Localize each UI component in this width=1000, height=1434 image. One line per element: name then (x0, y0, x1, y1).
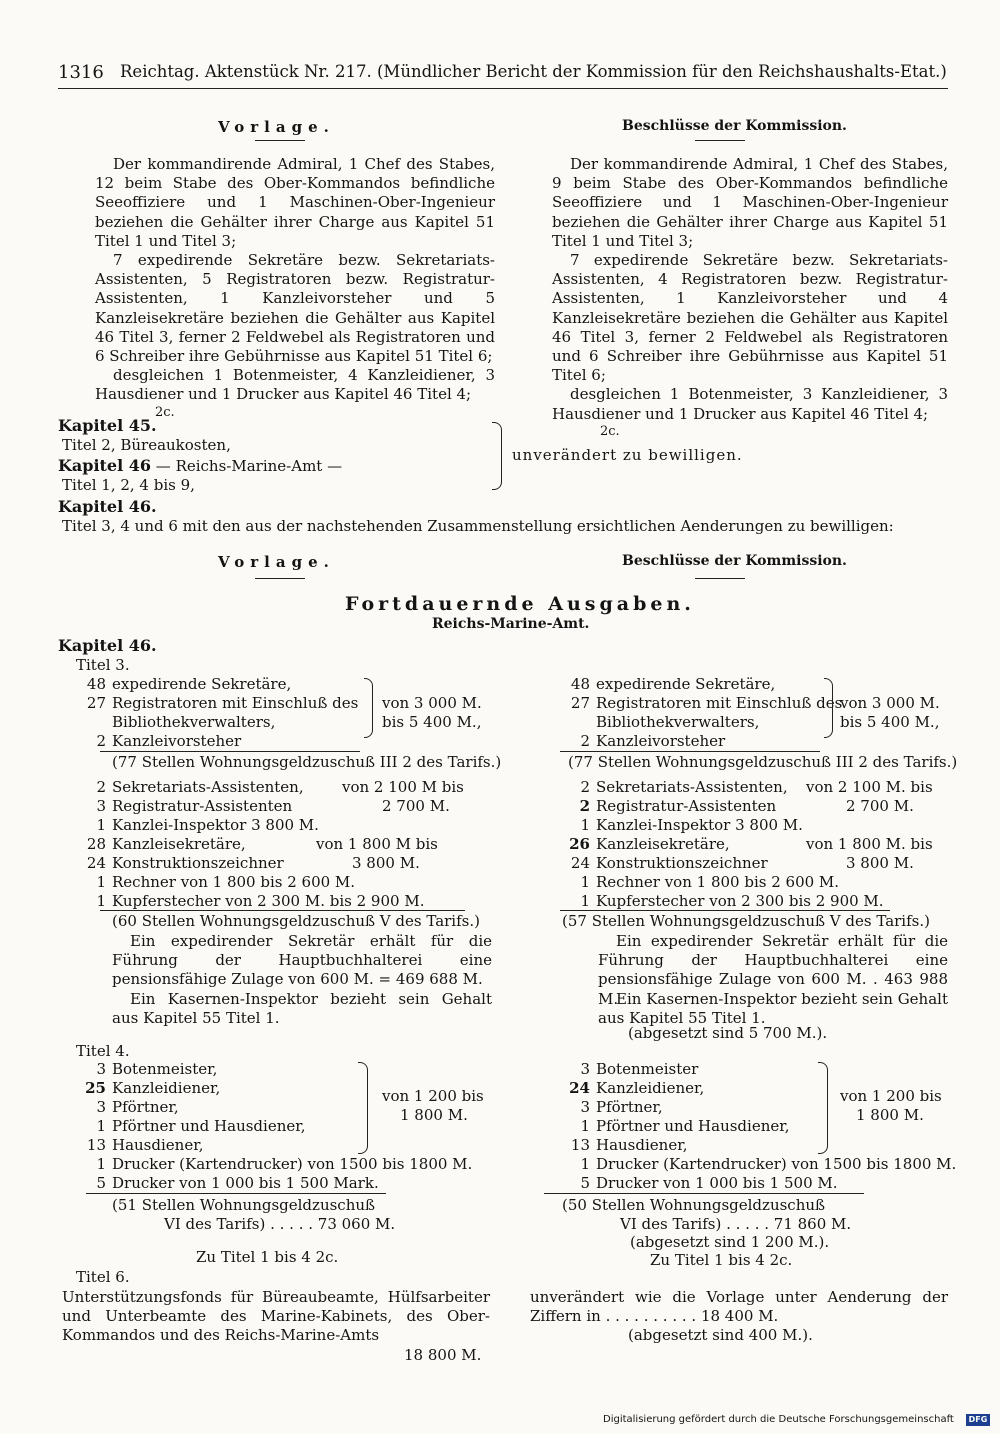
kapitel-46-label: Kapitel 46 (58, 456, 152, 475)
kapitel-46-rest: — Reichs-Marine-Amt — (151, 457, 343, 475)
right-g1-range: bis 5 400 M., (840, 713, 940, 731)
middle-right-heading: Beschlüsse der Kommission. (622, 553, 847, 569)
left4-row: 1 Pförtner und Hausdiener, (96, 1117, 306, 1135)
right4-brace (818, 1062, 828, 1154)
right-text2: Ein Kasernen-Inspektor bezieht sein Gehalt aus Kapitel 55 Titel 1. (598, 990, 948, 1028)
left-g3-range: 3 800 M. (352, 854, 420, 872)
right-row: 2 Registratur-Assistenten (579, 797, 777, 815)
left-row: 24 Konstruktionszeichner (86, 854, 284, 872)
left-g2-range: von 2 100 M bis (342, 778, 464, 796)
main-title: Fortdauernde Ausgaben. (345, 593, 695, 615)
right-row: 27 Registratoren mit Einschluß des (570, 694, 843, 712)
right4-note: (50 Stellen Wohnungsgeldzuschuß (562, 1196, 826, 1214)
left-g1-note: (77 Stellen Wohnungsgeldzuschuß III 2 des Tarifs.) (112, 753, 502, 771)
middle-left-rule (255, 578, 305, 579)
kapitel-45: Kapitel 45. (58, 416, 157, 435)
left-row: 48 expedirende Sekretäre, (86, 675, 292, 693)
left-heading-rule (255, 140, 305, 141)
right-abgesetzt: (abgesetzt sind 5 700 M.). (628, 1024, 828, 1042)
left-g4-rule (100, 910, 465, 911)
left4-zu: Zu Titel 1 bis 4 2c. (196, 1248, 339, 1266)
left4-row: 25 Kanzleidiener, (85, 1079, 221, 1097)
right-paragraph: desgleichen 1 Botenmeister, 3 Kanzleidiener, 3 Hausdiener und 1 Drucker aus Kapitel 46 Titel 4; (552, 385, 948, 423)
left6-amount: 18 800 M. (404, 1346, 482, 1364)
left4-note: (51 Stellen Wohnungsgeldzuschuß (112, 1196, 376, 1214)
right6-abgesetzt: (abgesetzt sind 400 M.). (628, 1326, 813, 1344)
left-row: 2 Kanzleivorsteher (96, 732, 242, 750)
left4-row: 1 Drucker (Kartendrucker) von 1500 bis 1800 M. (96, 1155, 473, 1173)
left-g2-range: 2 700 M. (382, 797, 450, 815)
left-row: 1 Kupferstecher von 2 300 M. bis 2 900 M. (96, 892, 425, 910)
right4-row: 5 Drucker von 1 000 bis 1 500 M. (580, 1174, 838, 1192)
right-paragraph: 7 expedirende Sekretäre bezw. Sekretariats-Assistenten, 4 Registratoren bezw. Registratur-Assistenten, 1 Kanzleivorsteher und 4 Kanzleisekretäre beziehen die Gehälter aus Kapitel 46 Titel 3, ferner 2 Feldwebel als Registratoren und 6 Schreiber ihre Gebührnisse aus Kapitel 51 Titel 6; (552, 251, 948, 385)
right4-row: 3 Botenmeister (580, 1060, 699, 1078)
left4-range: 1 800 M. (400, 1106, 468, 1124)
left4-rule (86, 1193, 386, 1194)
left-row: 2 Sekretariats-Assistenten, (96, 778, 304, 796)
right4-row: 3 Pförtner, (580, 1098, 663, 1116)
left-g1-brace (364, 678, 373, 738)
right-g1-rule (560, 751, 820, 752)
left-paragraphs (95, 155, 495, 420)
left-text1: Ein expedirender Sekretär erhält für die Führung der Hauptbuchhalterei eine pensionsfähige Zulage von 600 M. = 469 688 M. (112, 932, 492, 989)
left4-brace (358, 1062, 368, 1154)
left-g3-range: von 1 800 M bis (316, 835, 438, 853)
left4-row: 3 Pförtner, (96, 1098, 179, 1116)
right6-text: unverändert wie die Vorlage unter Aenderung der Ziffern in . . . . . . . . . . 18 400 M. (530, 1288, 948, 1326)
left-heading-vorlage: Vorlage. (218, 118, 335, 136)
right-row: 26 Kanzleisekretäre, (569, 835, 730, 853)
dfg-logo: DFG (966, 1414, 990, 1426)
right-paragraphs (552, 155, 948, 439)
left-text2: Ein Kasernen-Inspektor bezieht sein Gehalt aus Kapitel 55 Titel 1. (112, 990, 492, 1028)
left4-note2: VI des Tarifs) . . . . . 73 060 M. (164, 1215, 396, 1233)
left4-row: 13 Hausdiener, (86, 1136, 204, 1154)
right4-note2: VI des Tarifs) . . . . . 71 860 M. (620, 1215, 852, 1233)
middle-right-rule (695, 578, 745, 579)
middle-left-heading: Vorlage. (218, 553, 335, 571)
right4-range: 1 800 M. (856, 1106, 924, 1124)
running-title: Reichtag. Aktenstück Nr. 217. (Mündlicher Bericht der Kommission für den Reichshaushalts-Etat.) (120, 62, 947, 81)
right-row: 1 Rechner von 1 800 bis 2 600 M. (580, 873, 840, 891)
right-row: 1 Kanzlei-Inspektor 3 800 M. (580, 816, 803, 834)
right-row: 24 Konstruktionszeichner (570, 854, 768, 872)
right-row: 2 Kanzleivorsteher (580, 732, 726, 750)
footer-text: Digitalisierung gefördert durch die Deutsche Forschungsgemeinschaft (603, 1414, 954, 1425)
titel-4: Titel 4. (76, 1042, 130, 1060)
left-row: Bibliothekverwalters, (112, 713, 276, 731)
etc-mark: 2c. (155, 404, 175, 420)
right-g1-brace (824, 678, 833, 738)
kapitel-46-line (58, 456, 342, 475)
right-g3-range: 3 800 M. (846, 854, 914, 872)
kapitel-45-titel: Titel 2, Büreaukosten, (62, 436, 231, 454)
right4-rule (544, 1193, 864, 1194)
right-row: 48 expedirende Sekretäre, (570, 675, 776, 693)
left-row: 28 Kanzleisekretäre, (86, 835, 246, 853)
right-text1: Ein expedirender Sekretär erhält für die Führung der Hauptbuchhalterei eine pensionsfähige Zulage von 600 M. . 463 988 M. (598, 932, 948, 1008)
kapitel-46-titel: Titel 1, 2, 4 bis 9, (62, 476, 195, 494)
header-rule (58, 88, 948, 89)
left-g1-range: bis 5 400 M., (382, 713, 482, 731)
left4-range: von 1 200 bis (382, 1087, 484, 1105)
unchanged-text: unverändert zu bewilligen. (512, 446, 743, 464)
right4-zu: Zu Titel 1 bis 4 2c. (650, 1251, 793, 1269)
left-g1-rule (100, 751, 360, 752)
left-paragraph: 7 expedirende Sekretäre bezw. Sekretariats-Assistenten, 5 Registratoren bezw. Registratur-Assistenten, 1 Kanzleivorsteher und 5 Kanzleisekretäre beziehen die Gehälter aus Kapitel 46 Titel 3, ferner 2 Feldwebel als Registratoren und 6 Schreiber ihre Gebührnisse aus Kapitel 51 Titel 6; (95, 251, 495, 366)
right4-row: 1 Pförtner und Hausdiener, (580, 1117, 790, 1135)
subtitle: Reichs-Marine-Amt. (432, 616, 590, 632)
right4-row: 13 Hausdiener, (570, 1136, 688, 1154)
right-row: 1 Kupferstecher von 2 300 bis 2 900 M. (580, 892, 884, 910)
right-heading-rule (695, 140, 745, 141)
kapitel-46b: Kapitel 46. (58, 497, 157, 516)
left-row: 3 Registratur-Assistenten (96, 797, 293, 815)
right-row: 2 Sekretariats-Assistenten, (580, 778, 788, 796)
right-row: Bibliothekverwalters, (596, 713, 760, 731)
right4-abgesetzt: (abgesetzt sind 1 200 M.). (630, 1233, 830, 1251)
right-g3-range: von 1 800 M. bis (806, 835, 933, 853)
right-g2-range: von 2 100 M. bis (806, 778, 933, 796)
left-g4-note: (60 Stellen Wohnungsgeldzuschuß V des Tarifs.) (112, 912, 480, 930)
left-row: 1 Rechner von 1 800 bis 2 600 M. (96, 873, 356, 891)
right-g1-range: von 3 000 M. (840, 694, 940, 712)
right-paragraph: Der kommandirende Admiral, 1 Chef des Stabes, 9 beim Stabe des Ober-Kommandos befindliche Seeoffiziere und 1 Maschinen-Ober-Ingenieur beziehen die Gehälter ihrer Charge aus Kapitel 51 Titel 1 und Titel 3; (552, 155, 948, 250)
titel-6: Titel 6. (76, 1268, 130, 1286)
right-heading-beschluesse: Beschlüsse der Kommission. (622, 118, 847, 134)
left-paragraph: Der kommandirende Admiral, 1 Chef des Stabes, 12 beim Stabe des Ober-Kommandos befindliche Seeoffiziere und 1 Maschinen-Ober-Ingenieur beziehen die Gehälter ihrer Charge aus Kapitel 51 Titel 1 und Titel 3; (95, 155, 495, 250)
right-g4-rule (560, 910, 890, 911)
etc-mark: 2c. (600, 423, 620, 439)
left-row: 1 Kanzlei-Inspektor 3 800 M. (96, 816, 319, 834)
unchanged-brace (492, 422, 502, 490)
left-g1-range: von 3 000 M. (382, 694, 482, 712)
right4-row: 1 Drucker (Kartendrucker) von 1500 bis 1800 M. (580, 1155, 957, 1173)
titel-3: Titel 3. (76, 656, 130, 674)
right-g4-note: (57 Stellen Wohnungsgeldzuschuß V des Tarifs.) (562, 912, 930, 930)
right4-row: 24 Kanzleidiener, (569, 1079, 705, 1097)
right-g1-note: (77 Stellen Wohnungsgeldzuschuß III 2 des Tarifs.) (568, 753, 958, 771)
left4-row: 3 Botenmeister, (96, 1060, 218, 1078)
left-paragraph: desgleichen 1 Botenmeister, 4 Kanzleidiener, 3 Hausdiener und 1 Drucker aus Kapitel 46 Titel 4; (95, 366, 495, 404)
left6-text: Unterstützungsfonds für Büreaubeamte, Hülfsarbeiter und Unterbeamte des Marine-Kabinets, des Ober-Kommandos und des Reichs-Marine-Amts (62, 1288, 490, 1345)
left-row: 27 Registratoren mit Einschluß des (86, 694, 359, 712)
left4-row: 5 Drucker von 1 000 bis 1 500 Mark. (96, 1174, 379, 1192)
page-number: 1316 (58, 62, 104, 83)
kapitel-46b-text: Titel 3, 4 und 6 mit den aus der nachstehenden Zusammenstellung ersichtlichen Aenderungen zu bewilligen: (62, 517, 894, 535)
table-kapitel: Kapitel 46. (58, 636, 157, 655)
right4-range: von 1 200 bis (840, 1087, 942, 1105)
right-g2-range: 2 700 M. (846, 797, 914, 815)
